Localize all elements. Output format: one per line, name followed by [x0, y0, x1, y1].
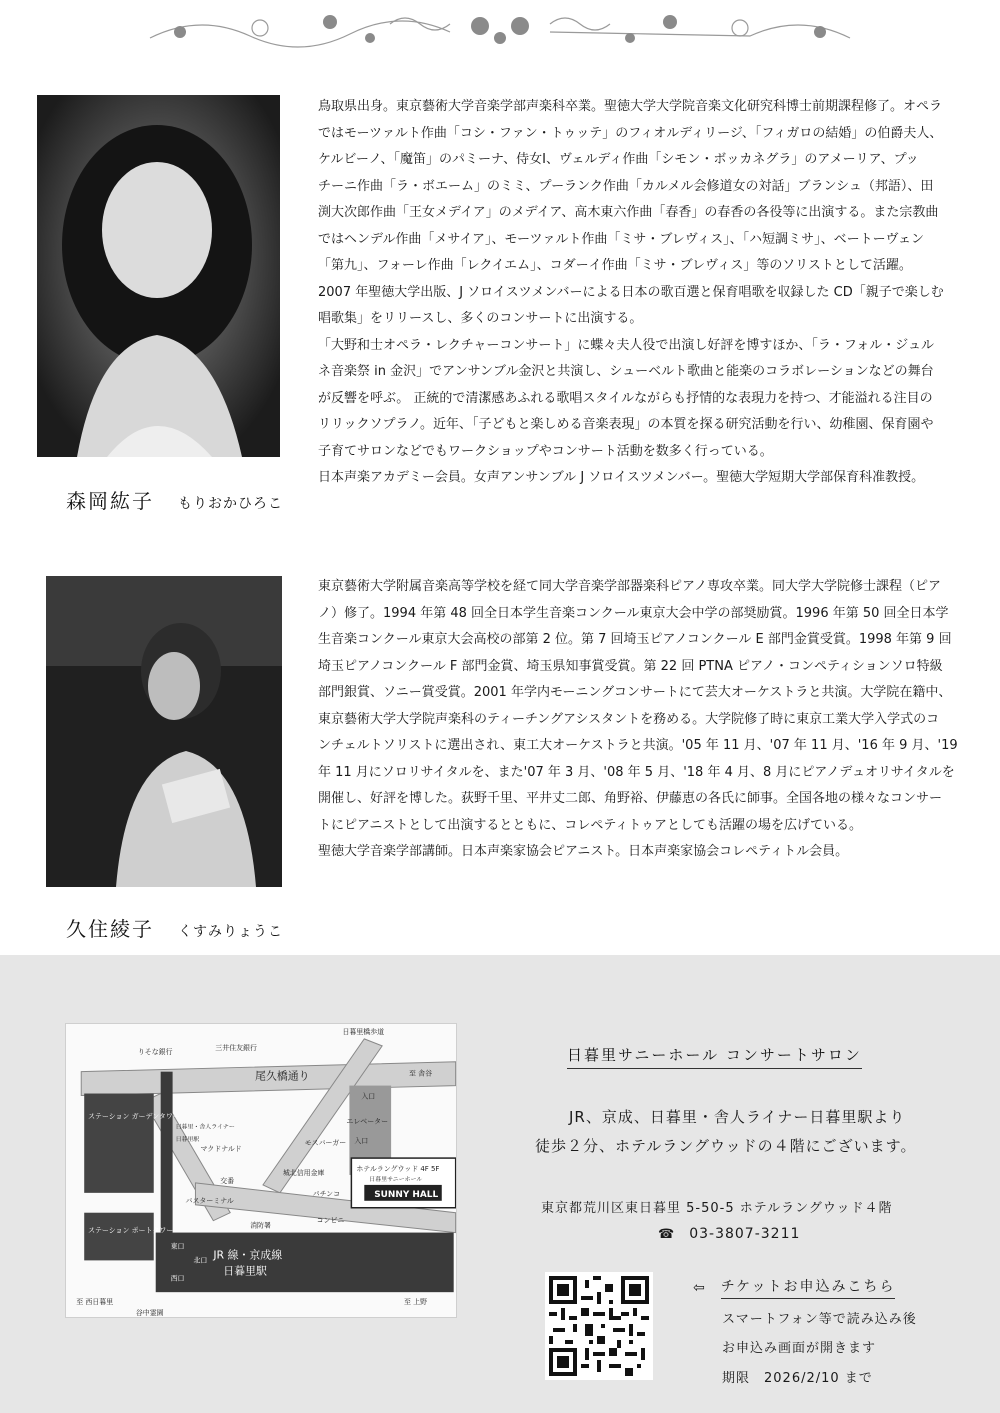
map-label: 城北信用金庫	[282, 1168, 325, 1177]
map-label: 北口	[193, 1256, 208, 1265]
map-label: りそな銀行	[137, 1047, 173, 1056]
performer-name	[66, 913, 283, 942]
ticket-note: スマートフォン等で読み込み後	[722, 1312, 917, 1327]
bio-line: 唱歌集」をリリースし、多くのコンサートに出演する。	[318, 311, 643, 326]
map-label: 入口	[361, 1092, 376, 1101]
performer-photo-kusumiryoko	[46, 576, 282, 887]
portrait-icon	[37, 95, 280, 457]
venue-phone	[658, 1226, 800, 1242]
floral-ornament-icon	[140, 8, 860, 50]
performer-name-kanji: 森岡紘子	[66, 489, 154, 513]
map-label: 至 西日暮里	[76, 1298, 114, 1307]
performer-name	[66, 485, 283, 514]
arrow-left-icon: ⇦	[693, 1279, 707, 1296]
access-map	[65, 1023, 457, 1318]
bio-line: ではモーツァルト作曲「コシ・ファン・トゥッテ」のフィオルディリージ、「フィガロの結婚」の伯爵夫人、	[318, 125, 943, 141]
map-label: 日暮里駅	[175, 1136, 200, 1144]
performer-bio	[318, 574, 982, 866]
performer-name-kanji: 久住綾子	[66, 917, 154, 941]
bio-line: ケルビーノ、「魔笛」のパミーナ、侍女Ⅰ、ヴェルディ作曲「シモン・ボッカネグラ」のアメーリア、プッ	[318, 152, 919, 167]
qr-code-pattern	[549, 1276, 649, 1376]
map-label: 三井住友銀行	[215, 1043, 257, 1052]
performer-bio	[318, 94, 982, 492]
qr-code-icon[interactable]	[545, 1272, 653, 1380]
phone-number: 03-3807-3211	[689, 1226, 801, 1242]
map-label: 日暮里駅	[223, 1264, 267, 1278]
map-label: 日暮里サニーホール	[369, 1175, 423, 1183]
bio-line: 東京藝術大学大学院声楽科のティーチングアシスタントを務める。大学院修了時に東京工業大学入学式のコ	[318, 711, 940, 727]
bio-line: 部門銀賞、ソニー賞受賞。2001 年学内モーニングコンサートにて芸大オーケストラと共演。大学院在籍中、	[318, 685, 952, 700]
map-label: 至 舎谷	[408, 1069, 433, 1078]
ticket-note: お申込み画面が開きます	[722, 1341, 877, 1356]
bio-line: 年 11 月にソロリサイタルを、また'07 年 3 月、'08 年 5 月、'18 年 4 月、8 月にピアノデュオリサイタルを	[318, 764, 955, 780]
bio-line: 鳥取県出身。東京藝術大学音楽学部声楽科卒業。聖徳大学大学院音楽文化研究科博士前期課程修了。オペラ	[318, 99, 943, 114]
bio-line: 日本声楽アカデミー会員。女声アンサンブル J ソロイスツメンバー。聖徳大学短期大学部保育科准教授。	[318, 470, 925, 485]
bio-line: ではヘンデル作曲「メサイア」、モーツァルト作曲「ミサ・ブレヴィス」、「ハ短調ミサ」、ベートーヴェン	[318, 231, 925, 247]
ticket-heading	[693, 1276, 895, 1299]
deadline-label: 期限	[722, 1371, 751, 1386]
map-label: 谷中霊園	[135, 1309, 164, 1317]
bio-line: ンチェルトソリストに選出され、東工大オーケストラと共演。'05 年 11 月、'07 年 11 月、'16 年 9 月、'19	[318, 738, 958, 753]
map-label: バスターミナル	[185, 1196, 234, 1205]
ticket-deadline	[722, 1367, 873, 1386]
station-garden-tower	[84, 1094, 154, 1193]
map-label: 入口	[354, 1137, 369, 1146]
bio-line: が反響を呼ぶ。 正統的で清潔感あふれる歌唱スタイルながらも抒情的な表現力を持つ、才能溢れる注目の	[318, 390, 933, 406]
bio-line: ネ音楽祭 in 金沢」でアンサンブル金沢と共演し、シューベルト歌曲と能楽のコラボレーションなどの舞台	[318, 364, 934, 379]
bio-line: 聖徳大学音楽学部講師。日本声楽家協会ピアニスト。日本声楽家協会コレペティトル会員。	[318, 844, 849, 859]
ticket-link[interactable]: チケットお申込みこちら	[721, 1276, 896, 1299]
bio-line: 東京藝術大学附属音楽高等学校を経て同大学音楽学部器楽科ピアノ専攻卒業。同大学大学院修士課程（ピア	[318, 579, 941, 594]
station-port-tower	[84, 1213, 154, 1261]
bio-line: チーニ作曲「ラ・ボエーム」のミミ、プーランク作曲「カルメル会修道女の対話」ブランシュ（邦語）、田	[318, 178, 934, 194]
bio-line: 「第九」、フォーレ作曲「レクイエム」、コダーイ作曲「ミサ・ブレヴィス」等のソリストとして活躍。	[318, 258, 912, 273]
map-label: 至 上野	[404, 1298, 428, 1307]
map-label: ホテルラングウッド 4F 5F	[356, 1164, 440, 1173]
performer-name-kana: もりおかひろこ	[178, 496, 283, 512]
bio-line: 「大野和士オペラ・レクチャーコンサート」に蝶々夫人役で出演し好評を博すほか、「ラ・フォル・ジュル	[318, 337, 934, 353]
venue-title: 日暮里サニーホール コンサートサロン	[567, 1044, 862, 1069]
map-label: ステーション ガーデンタワー	[88, 1112, 180, 1121]
phone-icon: ☎	[658, 1226, 676, 1242]
map-label: 尾久橋通り	[255, 1069, 310, 1083]
map-label: 東口	[170, 1242, 185, 1251]
liner-track	[161, 1072, 173, 1291]
venue-address: 東京都荒川区東日暮里 5-50-5 ホテルラングウッド４階	[541, 1201, 893, 1216]
bio-line: トにピアニストとして出演するとともに、コレペティトゥアとしても活躍の場を広げている。	[318, 817, 862, 833]
map-label: 消防署	[250, 1221, 271, 1230]
map-label: マクドナルド	[200, 1145, 242, 1154]
bio-line: 埼玉ピアノコンクール F 部門金賞、埼玉県知事賞受賞。第 22 回 PTNA ピアノ・コンペティションソロ特級	[318, 658, 943, 674]
bio-line: 開催し、好評を博した。荻野千里、平井丈二郎、角野裕、伊藤恵の各氏に師事。全国各地の様々なコンサー	[318, 791, 943, 806]
map-label: 日暮里・舎人ライナー	[175, 1123, 235, 1131]
access-text: JR、京成、日暮里・舎人ライナー日暮里駅より	[569, 1108, 906, 1126]
map-label: SUNNY HALL	[374, 1189, 439, 1200]
bio-line: 生音楽コンクール東京大会高校の部第 2 位。第 7 回埼玉ピアノコンクール E 部門金賞受賞。1998 年第 9 回	[318, 632, 952, 647]
portrait-icon	[46, 576, 282, 887]
bio-line: 子育てサロンなどでもワークショップやコンサート活動を数多く行っている。	[318, 443, 773, 459]
map-label: JR 線・京成線	[213, 1248, 283, 1262]
bio-line: リリックソプラノ。近年、「子どもと楽しめる音楽表現」の本質を探る研究活動を行い、幼稚園、保育園や	[318, 417, 934, 432]
map-label: ステーション ポートタワー	[88, 1226, 174, 1235]
performer-photo-moriokahiroko	[37, 95, 280, 457]
bio-line: 2007 年聖徳大学出版、J ソロイスツメンバーによる日本の歌百選と保育唱歌を収録した CD「親子で楽しむ	[318, 284, 944, 300]
performer-name-kana: くすみりょうこ	[178, 924, 283, 940]
map-label: エレベーター	[346, 1117, 389, 1126]
map-label: パチンコ	[312, 1189, 341, 1198]
map-label: モスバーガー	[304, 1139, 347, 1148]
map-label: コンビニ	[316, 1216, 345, 1225]
access-text: 徒歩２分、ホテルラングウッドの４階にございます。	[535, 1137, 917, 1155]
map-label: 交番	[220, 1176, 235, 1185]
bio-line: ノ）修了。1994 年第 48 回全日本学生音楽コンクール東京大会中学の部奨励賞。1996 年第 50 回全日本学	[318, 605, 949, 621]
map-label: 日暮里橋歩道	[342, 1027, 385, 1036]
deadline-date: 2026/2/10 まで	[764, 1371, 873, 1386]
map-label: 西口	[170, 1274, 185, 1283]
bio-line: 渕大次郎作曲「王女メデイア」のメデイア、高木東六作曲「春香」の春香の各役等に出演する。また宗教曲	[318, 205, 939, 220]
